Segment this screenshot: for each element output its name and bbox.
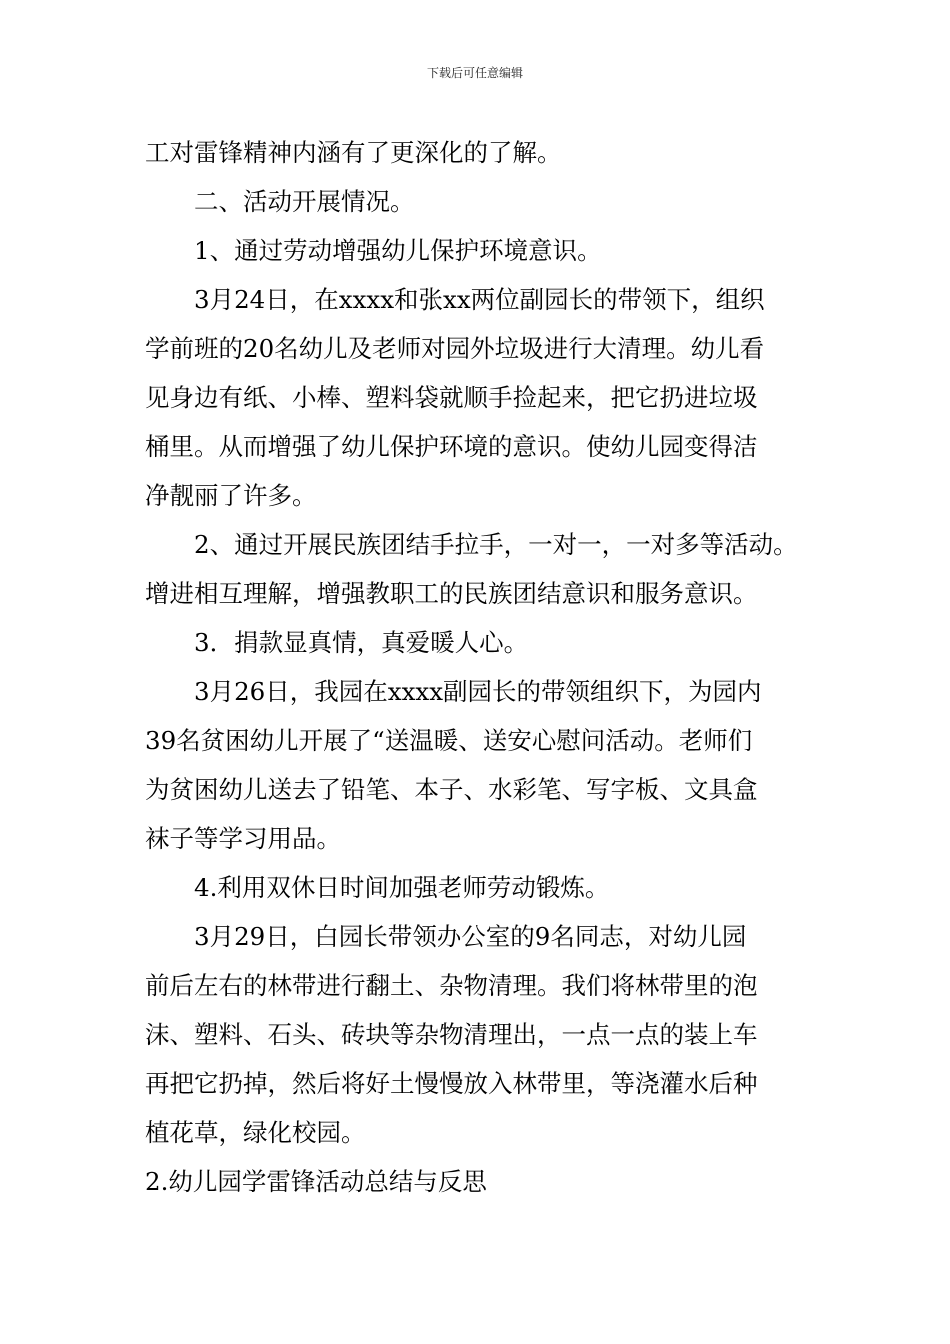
text-line: 为贫困幼儿送去了铅笔、本子、水彩笔、写字板、文具盒: [145, 775, 758, 804]
text-line: 学前班的20名幼儿及老师对园外垃圾进行大清理。幼儿看: [145, 334, 765, 363]
paragraph: [145, 226, 825, 275]
paragraph: [145, 863, 825, 912]
text-line: 再把它扔掉，然后将好土慢慢放入林带里，等浇灌水后种: [145, 1069, 758, 1098]
text-line: 增进相互理解，增强教职工的民族团结意识和服务意识。: [145, 579, 758, 608]
text-line: 植花草，绿化校园。: [145, 1118, 366, 1147]
text-line: 3月24日，在xxxx和张xx两位副园长的带领下，组织: [194, 285, 765, 314]
paragraph: [145, 275, 825, 520]
paragraph: [145, 912, 825, 1157]
document-body: [145, 128, 825, 1206]
text-line: 39名贫困幼儿开展了“送温暖、送安心慰问活动。老师们: [145, 726, 753, 755]
paragraph: [145, 618, 825, 667]
text-line: 3．捐款显真情，真爱暖人心。: [194, 628, 529, 657]
text-line: 净靓丽了许多。: [145, 481, 317, 510]
text-line: 工对雷锋精神内涵有了更深化的了解。: [145, 138, 562, 167]
page-header: 下载后可任意编辑: [426, 66, 523, 80]
text-line: 桶里。从而增强了幼儿保护环境的意识。使幼儿园变得洁: [145, 432, 758, 461]
text-line: 前后左右的林带进行翻土、杂物清理。我们将林带里的泡: [145, 971, 758, 1000]
text-line: 见身边有纸、小棒、塑料袋就顺手捡起来，把它扔进垃圾: [145, 383, 758, 412]
paragraph: [145, 177, 825, 226]
text-line: 2.幼儿园学雷锋活动总结与反思: [145, 1167, 487, 1196]
text-line: 沫、塑料、石头、砖块等杂物清理出，一点一点的装上车: [145, 1020, 758, 1049]
paragraph: [145, 520, 825, 618]
text-line: 3月29日，白园长带领办公室的9名同志，对幼儿园: [194, 922, 747, 951]
text-line: 袜子等学习用品。: [145, 824, 341, 853]
text-line: 4.利用双休日时间加强老师劳动锻炼。: [194, 873, 610, 902]
text-line: 1、通过劳动增强幼儿保护环境意识。: [194, 236, 602, 265]
paragraph: [145, 667, 825, 863]
text-line: 2、通过开展民族团结手拉手，一对一，一对多等活动。: [194, 530, 798, 559]
text-line: 二、活动开展情况。: [194, 187, 415, 216]
paragraph: [145, 128, 825, 177]
paragraph: [145, 1157, 825, 1206]
text-line: 3月26日，我园在xxxx副园长的带领组织下，为园内: [194, 677, 762, 706]
